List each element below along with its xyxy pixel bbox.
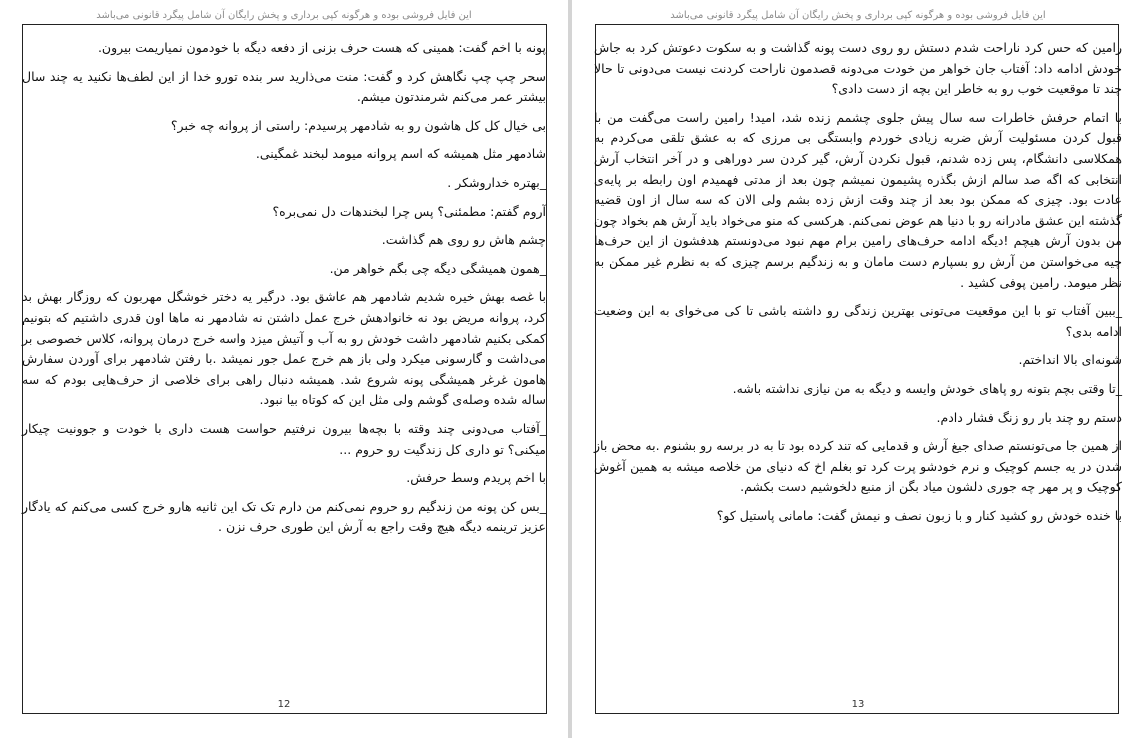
paragraph: رامین که حس کرد ناراحت شدم دستش رو روی دست پونه گذاشت و به سکوت دعوتش کرد به جاش خودش ادامه داد: آفتاب جان خواهر من خودت می‌دونه قصدمون ناراحت کردنت نیست می‌دونی تا حالا چند تا موقعیت خوب رو به خاطر این بچه از دست دادی؟ <box>594 40 1122 97</box>
paragraph: با غصه بهش خیره شدیم شادمهر هم عاشق بود. درگیر یه دختر خوشگل مهربون که روزگار بهش بد کرد، پروانه مریض بود نه خانوادهش خرج عمل داشتن نه شادمهر نه ماها اون قدری داشتیم که بتونیم کمکی بکنیم شادمهر داشت خودش رو به آب و آتیش میزد واسه خرج درمان پروانه، کلاس خصوصی بر می‌داشت و گارسونی میکرد ولی باز هم خرج عمل جور نمیشد .با رفتن شادمهر برای آوردن سفارش هامون غرغر همیشگی پونه شروع شد. همیشه دنبال راهی برای خلاصی از حرف‌هایی بودم که سه ساله شده وصله‌ی گوشم ولی مثل این که کوتاه بیا نبود. <box>22 289 546 408</box>
page-header: این فایل فروشی بوده و هرگونه کپی برداری و پخش رایگان آن شامل پیگرد قانونی می‌باشد <box>96 10 472 21</box>
paragraph: _بس کن پونه من زندگیم رو حروم نمی‌کنم من دارم تک تک این ثانیه هارو خرج کسی می‌کنم که یادگار عزیز ترینمه دیگه هیچ وقت راجع به آرش این طوری حرف نزن . <box>22 498 546 535</box>
paragraph: چشم هاش رو روی هم گذاشت. <box>381 232 546 248</box>
page-number: 12 <box>277 699 291 710</box>
paragraph: با اخم پریدم وسط حرفش. <box>406 470 546 486</box>
paragraph: _ببین آفتاب تو با این موقعیت می‌تونی بهترین زندگی رو داشته باشی تا کی می‌خوای به این وضعیت ادامه بدی؟ <box>594 303 1122 339</box>
paragraph: _همون همیشگی دیگه چی بگم خواهر من. <box>329 260 546 276</box>
paragraph: _تا وقتی بچم بتونه رو پاهای خودش وایسه و دیگه به من نیازی نداشته باشه. <box>732 380 1122 396</box>
paragraph: سحر چپ چپ نگاهش کرد و گفت: منت می‌ذارید سر بنده تورو خدا از این لطف‌ها نکنید یه چند سال بیشتر عمر می‌کنم شرمندتون میشم. <box>22 68 546 105</box>
page-left <box>0 0 568 738</box>
paragraph: شونه‌ای بالا انداختم. <box>1018 352 1122 368</box>
paragraph: با اتمام حرفش خاطرات سه سال پیش جلوی چشمم زنده شد، امید! رامین راست می‌گفت من با قبول کردن مسئولیت آرش ضربه زیادی خوردم وابستگی بی مرزی که به عشق تلقی می‌کردم به همکلاسی دانشگام، پس زده شدنم، قبول نکردن آرش، گیر کردن سر دوراهی و در آخر انتخاب آرش انتخابی که اگه صد سالم ازش بگذره پشیمون نمیشم چون بعد از مدتی فهمیدم اون رابطه بر پایه‌ی عادت بود. چیزی که ممکن بود بعد از چند وقت ازش زده بشم ولی الان که سه سال از اون قضیه گذشته این عشق مادرانه رو با دنیا هم عوض نمی‌کنم. هرکسی که منو می‌خواد باید آرش هم بخواد چون من بدون آرش هیچم !دیگه ادامه حرف‌های رامین برام مهم نبود می‌دونستم هدفشون از این حرف‌ها چیه می‌خواستن من آرش رو بسپارم دست مامان و به زندگیم برسم چیزی که به نظرم غیر ممکن به نظر میومد. رامین پوفی کشید . <box>594 109 1122 290</box>
paragraph: بی خیال کل کل هاشون رو به شادمهر پرسیدم: راستی از پروانه چه خبر؟ <box>170 117 546 133</box>
paragraph: با خنده خودش رو کشید کنار و با زبون نصف و نیمش گفت: مامانی پاستیل کو؟ <box>716 507 1122 523</box>
paragraph: دستم رو چند بار رو زنگ فشار دادم. <box>936 409 1122 425</box>
page-number: 13 <box>851 699 865 710</box>
page-right <box>572 0 1144 738</box>
page-body <box>22 38 546 546</box>
paragraph: شادمهر مثل همیشه که اسم پروانه میومد لبخند غمگینی. <box>255 146 546 162</box>
paragraph: آروم گفتم: مطمئنی؟ پس چرا لبخندهات دل نمی‌بره؟ <box>272 203 546 219</box>
paragraph: _آفتاب می‌دونی چند وقته با بچه‌ها بیرون نرفتیم حواست هست داری با خودت و جوونیت چیکار میکنی؟ تو داری کل زندگیت رو حروم ... <box>22 420 546 457</box>
page-body <box>594 38 1122 534</box>
paragraph: پونه با اخم گفت: همینی که هست حرف بزنی از دفعه دیگه با خودمون نمیاریمت بیرون. <box>97 40 546 55</box>
paragraph: از همین جا می‌تونستم صدای جیغ آرش و قدمایی که تند کرده بود تا به در برسه رو بشنوم .به محض باز شدن در یه جسم کوچیک و نرم خودشو پرت کرد تو بغلم اخ که دنیای من خلاصه میشه به همین آغوش کوچیک و پر مهر چه جوری دلشون میاد بگن از منبع دلخوشیم دست بکشم. <box>594 438 1122 495</box>
page-header: این فایل فروشی بوده و هرگونه کپی برداری و پخش رایگان آن شامل پیگرد قانونی می‌باشد <box>670 10 1046 21</box>
paragraph: _بهتره خداروشکر . <box>447 174 546 190</box>
